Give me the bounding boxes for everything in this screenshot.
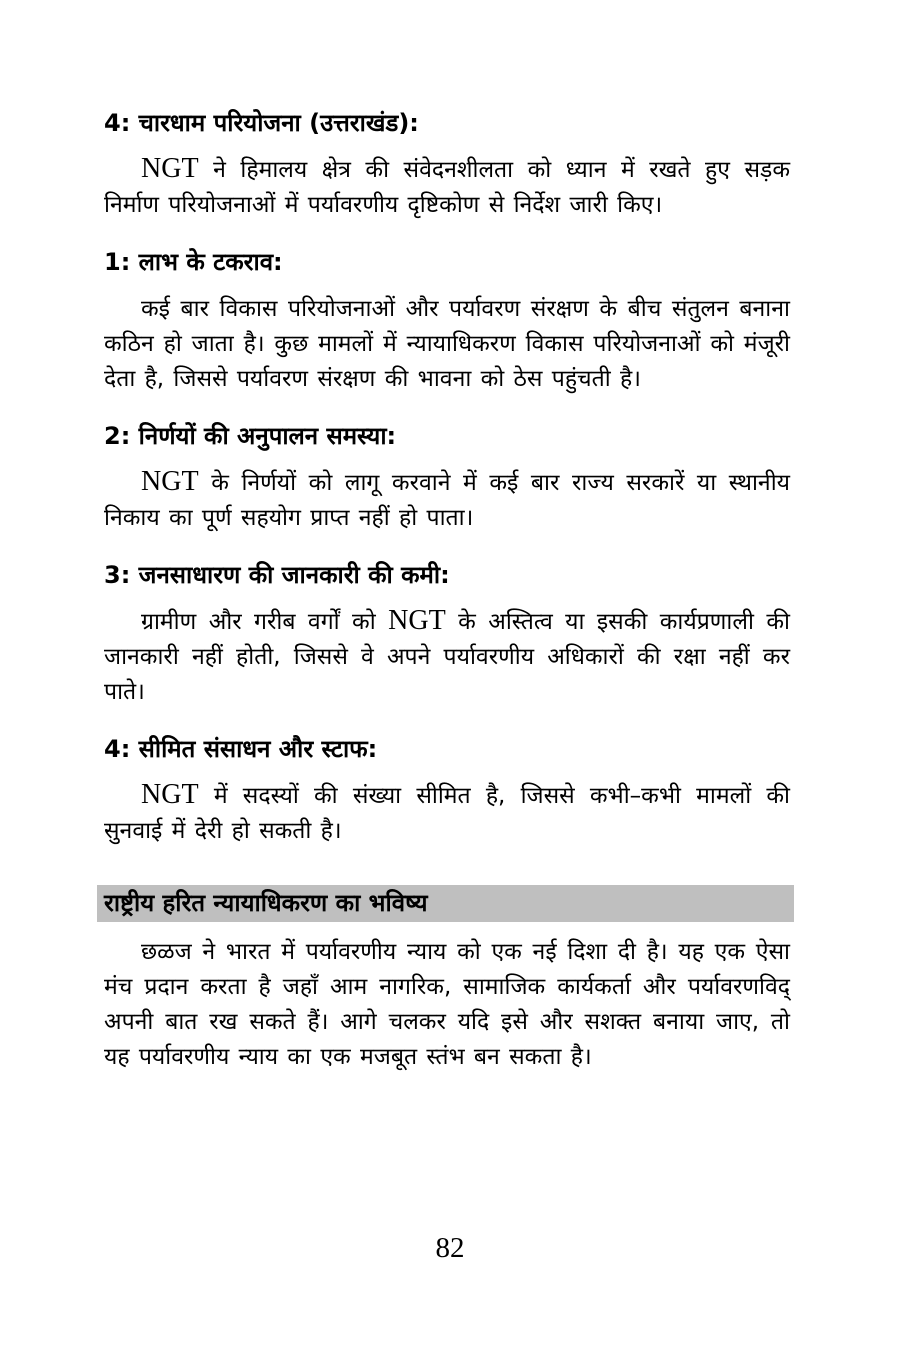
ngt-acronym: NGT — [388, 605, 446, 636]
paragraph-chardham — [104, 153, 790, 223]
paragraph-text: के निर्णयों को लागू करवाने में कई बार राज्य सरकारें या स्थानीय निकाय का पूर्ण सहयोग प्राप्त नहीं हो पाता। — [104, 470, 790, 531]
section-heading-jankari-kami: 3: जनसाधारण की जानकारी की कमी: — [104, 561, 450, 589]
ngt-acronym: NGT — [141, 466, 199, 497]
page-number: 82 — [435, 1232, 465, 1264]
paragraph-labh-takrav — [104, 292, 790, 397]
paragraph-text: ग्रामीण और गरीब वर्गों को — [141, 609, 389, 635]
paragraph-text: कई बार विकास परियोजनाओं और पर्यावरण संरक्षण के बीच संतुलन बनाना कठिन हो जाता है। कुछ मामलों में न्यायाधिकरण विकास परियोजनाओं को मंजूरी देता है, जिससे पर्यावरण संरक्षण की भावना को ठेस पहुंचती है। — [104, 296, 790, 392]
paragraph-text: ने हिमालय क्षेत्र की संवेदनशीलता को ध्यान में रखते हुए सड़क निर्माण परियोजनाओं में पर्यावरणीय दृष्टिकोण से निर्देश जारी किए। — [104, 157, 790, 218]
ngt-acronym: NGT — [141, 779, 199, 810]
paragraph-bhavishya — [104, 935, 790, 1075]
paragraph-anupalan — [104, 466, 790, 536]
paragraph-simit-sansadhan — [104, 779, 790, 849]
ngt-acronym: NGT — [141, 153, 199, 184]
section-heading-simit-sansadhan: 4: सीमित संसाधन और स्टाफ: — [104, 735, 378, 763]
paragraph-text: में सदस्यों की संख्या सीमित है, जिससे कभी–कभी मामलों की सुनवाई में देरी हो सकती है। — [104, 783, 790, 844]
section-heading-anupalan: 2: निर्णयों की अनुपालन समस्या: — [104, 422, 397, 450]
paragraph-jankari-kami — [104, 605, 790, 710]
page-content — [104, 106, 790, 1079]
section-heading-bhavishya: राष्ट्रीय हरित न्यायाधिकरण का भविष्य — [97, 885, 794, 922]
paragraph-text: छळज ने भारत में पर्यावरणीय न्याय को एक नई दिशा दी है। यह एक ऐसा मंच प्रदान करता है जहाँ आम नागरिक, सामाजिक कार्यकर्ता और पर्यावरणविद् अपनी बात रख सकते हैं। आगे चलकर यदि इसे और सशक्त बनाया जाए, तो यह पर्यावरणीय न्याय का एक मजबूत स्तंभ बन सकता है। — [104, 939, 790, 1070]
paragraph-text: के अस्तित्व या इसकी कार्यप्रणाली की जानकारी नहीं होती, जिससे वे अपने पर्यावरणीय अधिकारों की रक्षा नहीं कर पाते। — [104, 609, 790, 705]
section-heading-labh-takrav: 1: लाभ के टकराव: — [104, 248, 283, 276]
section-heading-chardham: 4: चारधाम परियोजना (उत्तराखंड): — [104, 109, 419, 137]
